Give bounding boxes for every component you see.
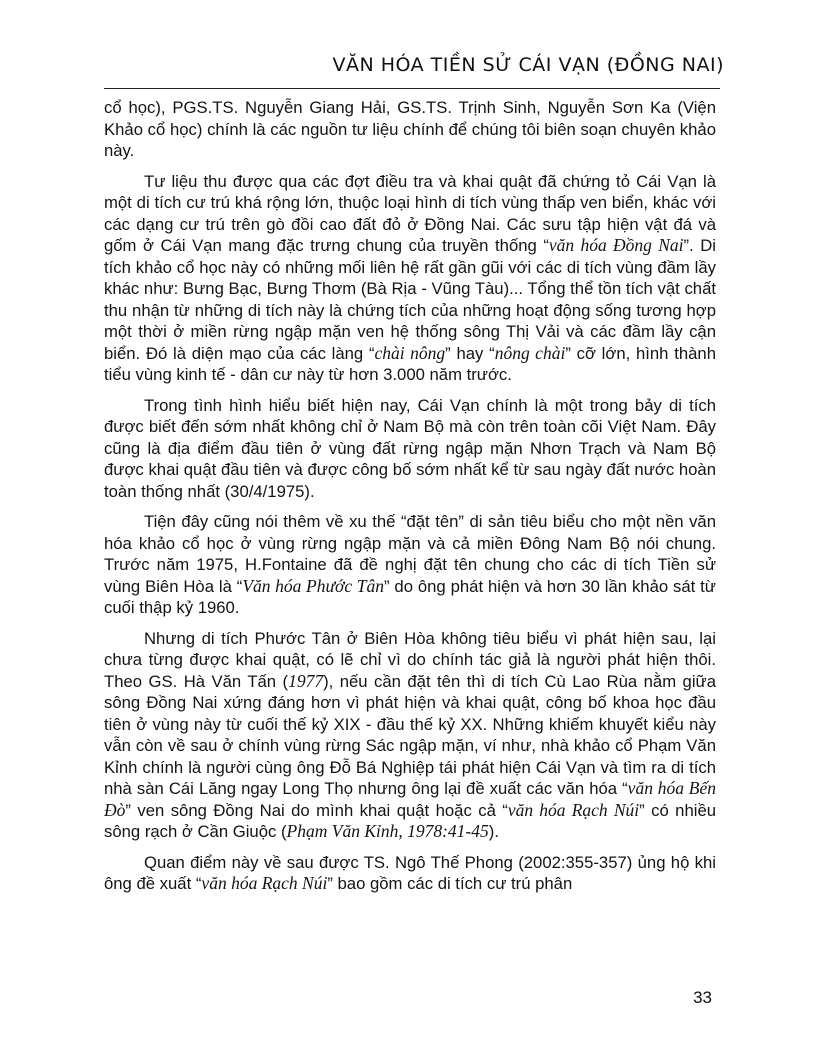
paragraph-3 (104, 395, 716, 503)
paragraph-5 (104, 628, 716, 843)
text-run: ”. Di tích khảo cổ học này có những mối liên hệ rất gần gũi với các di tích vùng đầm lầy khác như: Bưng Bạc, Bưng Thơm (Bà Rịa - Vũng Tàu)... Tổng thể tồn tích vật chất thu nhận từ những di tích này là chứng tích của những hoạt động sống tương hợp một thời ở miền rừng ngập mặn ven hệ thống sông Thị Vải và các đầm lầy cận biển. Đó là diện mạo của các làng “ (104, 236, 716, 363)
italic-term: văn hóa Rạch Núi (201, 873, 328, 893)
italic-citation: Phạm Văn Kỉnh, 1978:41-45 (286, 821, 489, 841)
text-run: ). (488, 822, 499, 841)
text-run: ” do ông phát hiện và hơn 30 lần khảo sát từ cuối thập kỷ 1960. (104, 576, 716, 617)
italic-term: văn hóa Rạch Núi (507, 799, 640, 820)
text-run: ” ven sông Đồng Nai do mình khai quật hoặc cả “ (125, 800, 508, 820)
italic-term: văn hóa Bến Đò (104, 778, 716, 820)
italic-term: 1977 (288, 670, 324, 691)
text-run: ” hay “ (445, 343, 495, 363)
italic-term: nông chài (494, 342, 566, 363)
paragraph-2 (104, 171, 716, 386)
text-run: Trong tình hình hiểu biết hiện nay, Cái Vạn chính là một trong bảy di tích được biết đến sớm nhất không chỉ ở Nam Bộ mà còn trên toàn cõi Việt Nam. Đây cũng là địa điểm đầu tiên ở vùng đất rừng ngập mặn Nhơn Trạch và Nam Bộ được khai quật đầu tiên và được công bố sớm nhất kể từ sau ngày đất nước hoàn toàn thống nhất (30/4/1975). (104, 395, 716, 501)
text-run: ” bao gồm các di tích cư trú phân (327, 874, 573, 893)
body-text (104, 97, 716, 895)
paragraph-6 (104, 852, 716, 895)
text-run: ), nếu cần đặt tên thì di tích Cù Lao Rùa nằm giữa sông Đồng Nai xứng đáng hơn vì phát hiện và khai quật, công bố khoa học đầu tiên ở vùng này từ cuối thế kỷ XIX - đầu thế kỷ XX. Những khiếm khuyết kiểu này vẫn còn về sau ở chính vùng rừng Sác ngập mặn, ví như, nhà khảo cổ Phạm Văn Kỉnh chính là người cùng ông Đỗ Bá Nghiệp tái phát hiện Cái Vạn và tìm ra di tích nhà sàn Cái Lăng ngay Long Thọ nhưng ông lại đề xuất các văn hóa “ (104, 671, 717, 798)
text-run: ” cỡ lớn, hình thành tiểu vùng kinh tế - dân cư này từ hơn 3.000 năm trước. (104, 343, 716, 384)
running-header: VĂN HÓA TIỀN SỬ CÁI VẠN (ĐỒNG NAI) (332, 54, 724, 76)
page-number: 33 (693, 988, 712, 1007)
paragraph-1 (104, 97, 716, 162)
italic-term: văn hóa Đồng Nai (548, 235, 684, 255)
text-run: Nhưng di tích Phước Tân ở Biên Hòa không tiêu biểu vì phát hiện sau, lại chưa từng được khai quật, có lẽ chỉ vì do chính tác giả là người phát hiện thôi. Theo GS. Hà Văn Tấn ( (104, 628, 716, 691)
text-run: Tiện đây cũng nói thêm về xu thế “đặt tên” di sản tiêu biểu cho một nền văn hóa khảo cổ học ở vùng rừng ngập mặn và cả miền Đông Nam Bộ nói chung. Trước năm 1975, H.Fontaine đã đề nghị đặt tên chung cho các di tích Tiền sử vùng Biên Hòa là “ (104, 512, 716, 596)
text-run: Tư liệu thu được qua các đợt điều tra và khai quật đã chứng tỏ Cái Vạn là một di tích cư trú khá rộng lớn, thuộc loại hình di tích vùng thấp ven biển, khác với các dạng cư trú trên gò đồi cao đất đỏ ở Đồng Nai. Các sưu tập hiện vật đá và gốm ở Cái Vạn mang đặc trưng chung của truyền thống “ (104, 171, 716, 255)
text-run: cổ học), PGS.TS. Nguyễn Giang Hải, GS.TS. Trịnh Sinh, Nguyễn Sơn Ka (Viện Khảo cổ học) chính là các nguồn tư liệu chính để chúng tôi biên soạn chuyên khảo này. (104, 98, 716, 160)
paragraph-4 (104, 511, 716, 619)
italic-term: chài nông (374, 342, 446, 363)
text-run: ” có nhiều sông rạch ở Cần Giuộc ( (104, 800, 716, 841)
header-rule (104, 88, 720, 89)
italic-term: Văn hóa Phước Tân (242, 575, 384, 596)
text-run: Quan điểm này về sau được TS. Ngô Thế Phong (2002:355-357) ủng hộ khi ông đề xuất “ (104, 852, 716, 893)
